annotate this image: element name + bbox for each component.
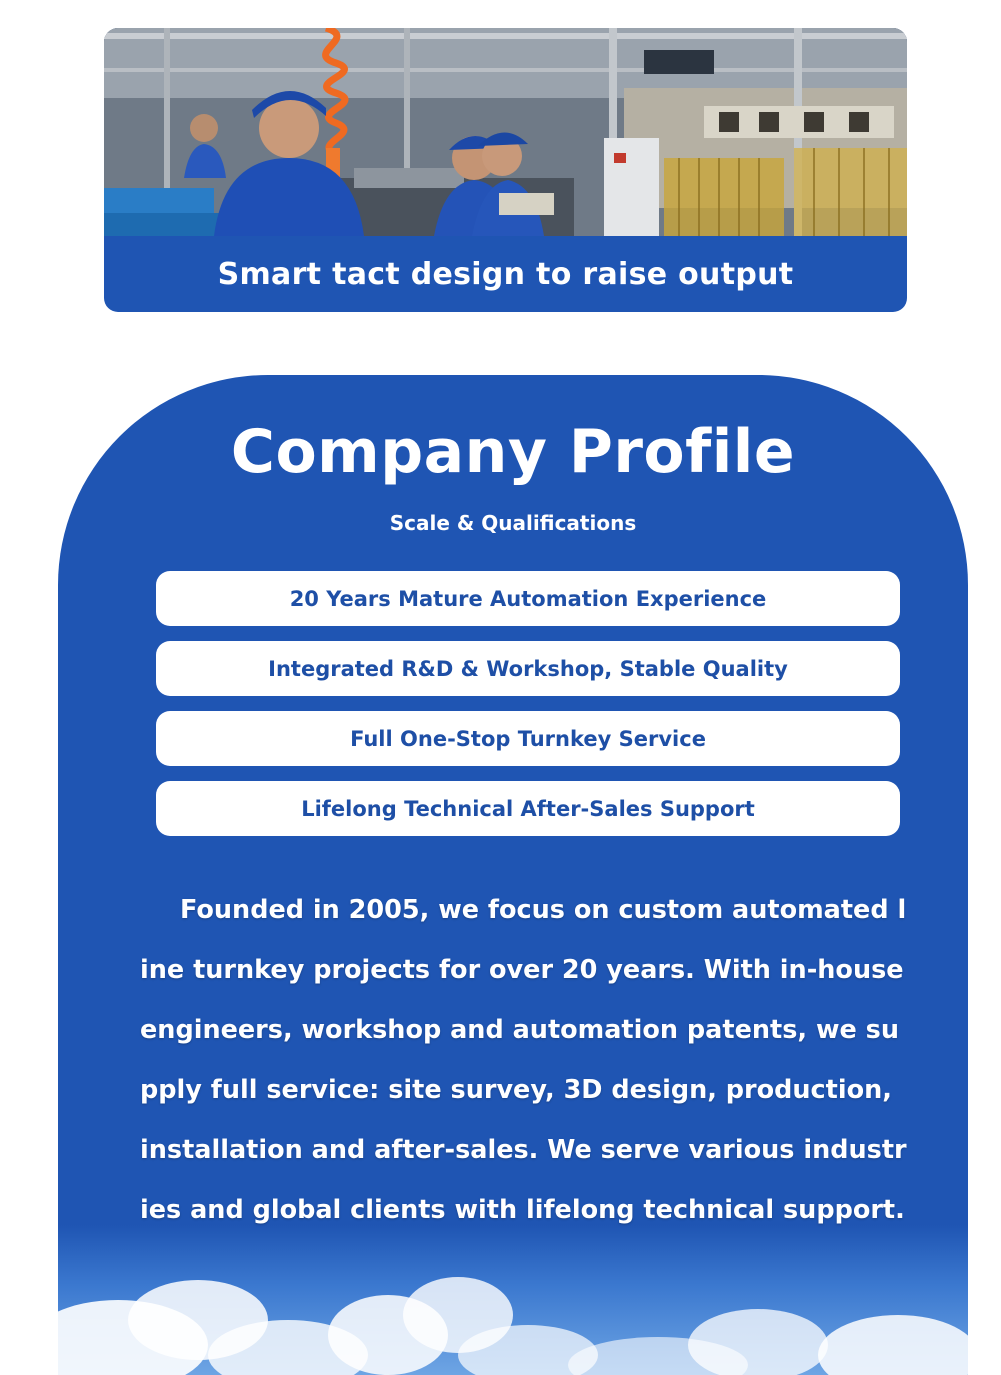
feature-banner <box>104 28 907 312</box>
company-profile-panel <box>58 375 968 1375</box>
profile-description: Founded in 2005, we focus on custom automated line turnkey projects for over 20 years. With in-house engineers, workshop and automation patents, we supply full service: site survey, 3D design, production, installation and after-sales. We serve various industries and global clients with lifelong technical support. <box>140 895 907 1225</box>
highlight-pill-after-sales: Lifelong Technical After-Sales Support <box>156 781 900 836</box>
factory-photo-icon <box>104 28 907 236</box>
banner-caption: Smart tact design to raise output <box>217 256 794 292</box>
clouds-sky-icon <box>58 1225 968 1375</box>
profile-subtitle: Scale & Qualifications <box>389 511 637 535</box>
highlight-pill-experience: 20 Years Mature Automation Experience <box>156 571 900 626</box>
highlight-pill-rnd-workshop: Integrated R&D & Workshop, Stable Quality <box>156 641 900 696</box>
highlight-pill-turnkey: Full One-Stop Turnkey Service <box>156 711 900 766</box>
profile-title: Company Profile <box>230 417 796 487</box>
